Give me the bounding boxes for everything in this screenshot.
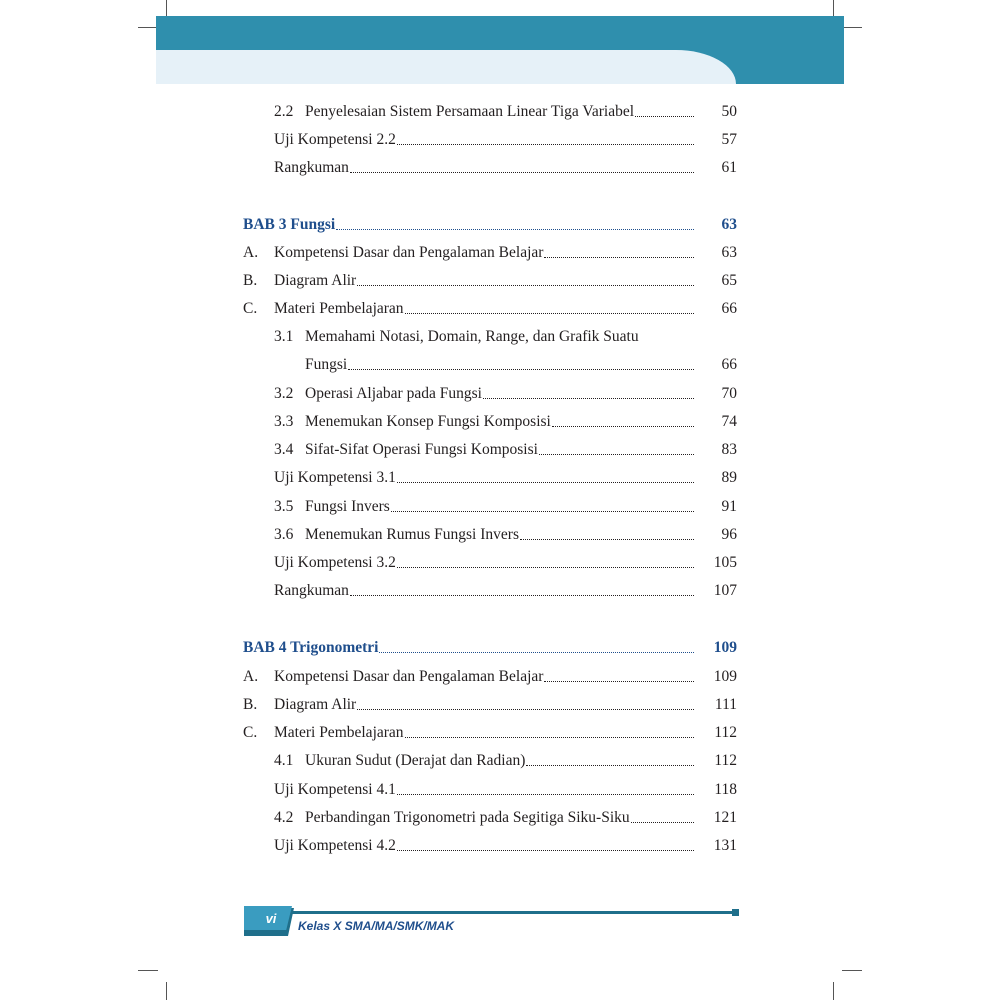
toc-leader-dots (544, 256, 694, 258)
toc-title: Perbandingan Trigonometri pada Segitiga Siku-Siku (305, 809, 630, 826)
toc-page-number: 111 (714, 696, 737, 713)
toc-title: Sifat-Sifat Operasi Fungsi Komposisi (305, 441, 538, 458)
crop-mark (842, 970, 862, 971)
toc-title: Kompetensi Dasar dan Pengalaman Belajar (274, 244, 544, 261)
toc-number: 3.6 (274, 526, 294, 543)
toc-page-number: 66 (721, 300, 737, 317)
toc-leader-dots (379, 651, 694, 653)
toc-page-number: 131 (713, 837, 737, 854)
toc-row[interactable] (305, 355, 737, 375)
toc-page-number: 50 (721, 103, 737, 120)
toc-leader-dots (350, 594, 694, 596)
toc-number: B. (243, 272, 258, 289)
toc-page-number: 65 (721, 272, 737, 289)
toc-leader-dots (405, 736, 694, 738)
toc-title: Fungsi Invers (305, 498, 390, 515)
toc-title: Diagram Alir (274, 696, 357, 713)
toc-row[interactable] (274, 102, 737, 122)
toc-title: Rangkuman (274, 582, 349, 599)
footer-rule-end (732, 909, 739, 916)
toc-page-number: 91 (721, 498, 737, 515)
toc-page-number: 83 (721, 441, 737, 458)
toc-number: A. (243, 668, 259, 685)
toc-number: 3.3 (274, 413, 294, 430)
toc-row[interactable] (243, 667, 737, 687)
toc-title: Materi Pembelajaran (274, 724, 404, 741)
toc-title: Uji Kompetensi 3.1 (274, 469, 396, 486)
toc-number: 3.1 (274, 328, 294, 345)
toc-row[interactable] (243, 243, 737, 263)
toc-leader-dots (397, 143, 694, 145)
toc-page-number: 89 (721, 469, 737, 486)
toc-row[interactable] (274, 440, 737, 460)
toc-row[interactable] (243, 695, 737, 715)
toc-title: Materi Pembelajaran (274, 300, 404, 317)
footer-rule (276, 911, 734, 914)
toc-number: A. (243, 244, 259, 261)
toc-leader-dots (635, 115, 694, 117)
toc-title: Penyelesaian Sistem Persamaan Linear Tiga Variabel (305, 103, 635, 120)
toc-leader-dots (357, 708, 694, 710)
toc-page-number: 63 (721, 244, 737, 261)
toc-page-number: 96 (721, 526, 737, 543)
toc-row[interactable] (274, 581, 737, 601)
toc-number: 3.2 (274, 385, 294, 402)
toc-row[interactable] (274, 384, 737, 404)
toc-leader-dots (405, 312, 694, 314)
crop-mark (166, 982, 167, 1000)
toc-title: BAB 4 Trigonometri (243, 639, 379, 656)
toc-row[interactable] (274, 751, 737, 771)
toc-number: 4.2 (274, 809, 294, 826)
toc-leader-dots (391, 510, 694, 512)
toc-leader-dots (397, 793, 694, 795)
crop-mark (138, 970, 158, 971)
toc-page-number: 112 (714, 724, 737, 741)
toc-number: C. (243, 724, 258, 741)
page-number: vi (265, 911, 277, 926)
toc-title: Ukuran Sudut (Derajat dan Radian) (305, 752, 526, 769)
toc-leader-dots (631, 821, 694, 823)
toc-page-number: 109 (713, 668, 737, 685)
toc-page-number: 61 (721, 159, 737, 176)
toc-row[interactable] (274, 158, 737, 178)
toc-title: Menemukan Rumus Fungsi Invers (305, 526, 519, 543)
crop-mark (138, 27, 158, 28)
toc-row[interactable] (243, 299, 737, 319)
toc-title: Kompetensi Dasar dan Pengalaman Belajar (274, 668, 544, 685)
toc-number: C. (243, 300, 258, 317)
toc-chapter-row[interactable] (243, 215, 737, 235)
toc-row[interactable] (274, 412, 737, 432)
toc-row[interactable] (274, 780, 737, 800)
toc-row[interactable] (274, 836, 737, 856)
toc-leader-dots (336, 228, 694, 230)
toc-row[interactable] (274, 808, 737, 828)
toc-title: Uji Kompetensi 3.2 (274, 554, 396, 571)
toc-row[interactable] (274, 130, 737, 150)
toc-page-number: 118 (714, 781, 737, 798)
toc-row[interactable] (243, 271, 737, 291)
toc-chapter-row[interactable] (243, 638, 737, 658)
toc-leader-dots (350, 171, 694, 173)
toc-title: Uji Kompetensi 4.1 (274, 781, 396, 798)
toc-title: Diagram Alir (274, 272, 357, 289)
toc-title: Uji Kompetensi 4.2 (274, 837, 396, 854)
toc-page-number: 107 (713, 582, 737, 599)
crop-mark (842, 27, 862, 28)
toc-leader-dots (552, 425, 694, 427)
toc-row[interactable] (274, 525, 737, 545)
toc-leader-dots (526, 764, 694, 766)
toc-leader-dots (539, 453, 694, 455)
crop-mark (833, 982, 834, 1000)
toc-leader-dots (348, 368, 694, 370)
header-light-strip (156, 50, 736, 84)
toc-leader-dots (357, 284, 694, 286)
toc-title: Fungsi (305, 356, 348, 373)
toc-leader-dots (520, 538, 694, 540)
toc-leader-dots (397, 481, 694, 483)
toc-page-number: 57 (721, 131, 737, 148)
book-label: Kelas X SMA/MA/SMK/MAK (298, 919, 455, 933)
toc-leader-dots (397, 849, 694, 851)
toc-page-number: 74 (721, 413, 737, 430)
toc-page-number: 109 (713, 639, 737, 656)
toc-number: 3.5 (274, 498, 294, 515)
toc-title: Rangkuman (274, 159, 349, 176)
toc-leader-dots (483, 397, 694, 399)
toc-leader-dots (397, 566, 694, 568)
toc-page-number: 121 (713, 809, 737, 826)
toc-title: Memahami Notasi, Domain, Range, dan Grafik Suatu (305, 328, 639, 345)
toc-row[interactable] (274, 468, 737, 488)
toc-page-number: 63 (721, 216, 737, 233)
toc-title: BAB 3 Fungsi (243, 216, 336, 233)
toc-page-number: 105 (713, 554, 737, 571)
toc-number: 3.4 (274, 441, 294, 458)
toc-number: 4.1 (274, 752, 294, 769)
toc-title: Uji Kompetensi 2.2 (274, 131, 396, 148)
toc-page-number: 112 (714, 752, 737, 769)
toc-page-number: 66 (721, 356, 737, 373)
toc-row[interactable] (243, 723, 737, 743)
toc-row[interactable] (274, 553, 737, 573)
toc-number: B. (243, 696, 258, 713)
toc-row[interactable] (274, 497, 737, 517)
toc-page-number: 70 (721, 385, 737, 402)
toc-leader-dots (544, 680, 694, 682)
toc-title: Menemukan Konsep Fungsi Komposisi (305, 413, 551, 430)
toc-title: Operasi Aljabar pada Fungsi (305, 385, 482, 402)
toc-number: 2.2 (274, 103, 294, 120)
toc-row[interactable] (274, 327, 695, 347)
